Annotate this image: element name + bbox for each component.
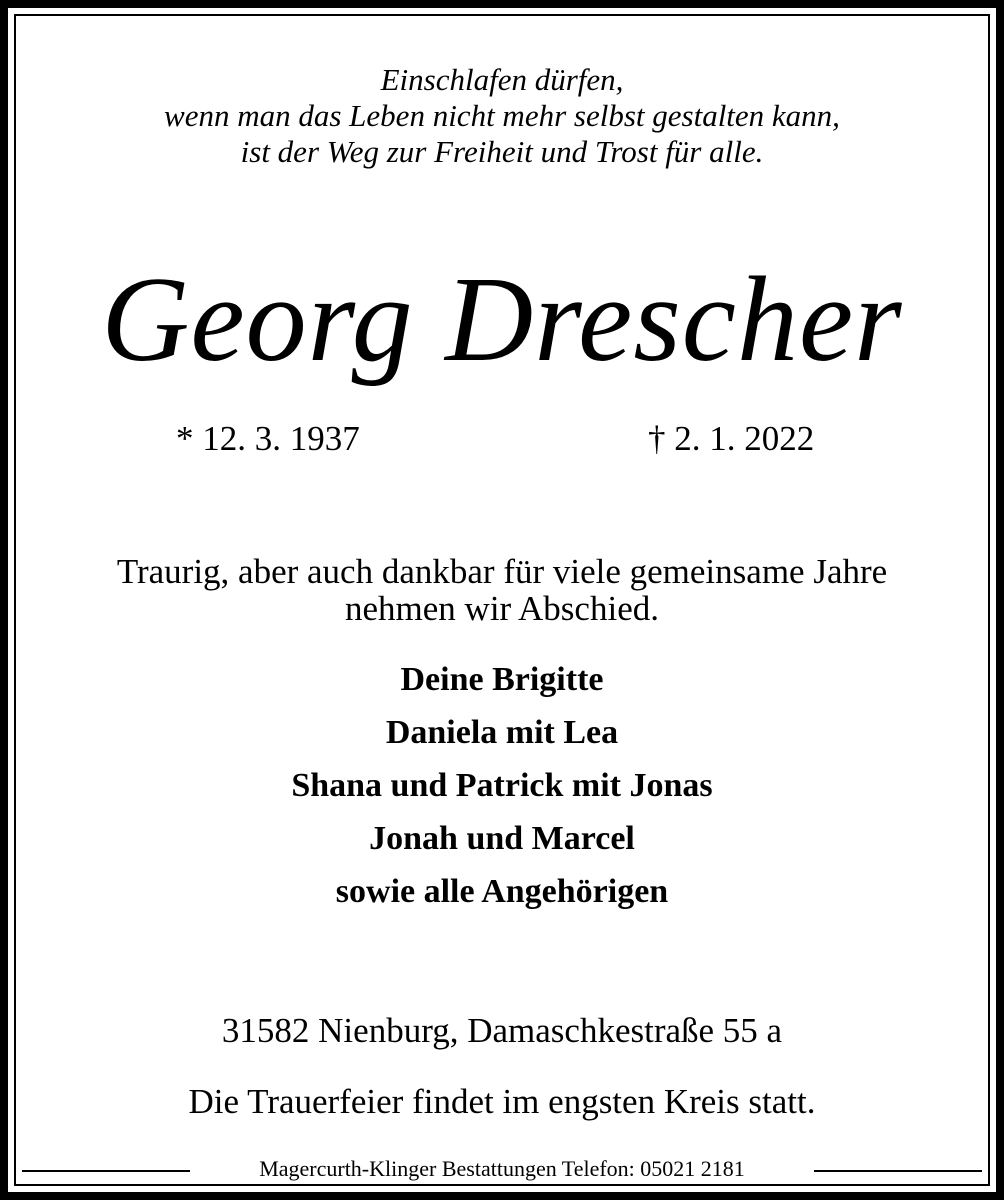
ceremony-note: Die Trauerfeier findet im engsten Kreis statt. [188, 1082, 816, 1121]
family-member: Daniela mit Lea [385, 714, 619, 751]
verse-line-3: ist der Weg zur Freiheit und Trost für alle. [240, 134, 764, 169]
family-member: sowie alle Angehörigen [335, 873, 669, 910]
family-member: Jonah und Marcel [369, 820, 635, 857]
deceased-name: Georg Drescher [101, 252, 903, 387]
verse-line-2: wenn man das Leben nicht mehr selbst gestalten kann, [164, 98, 840, 133]
message-line-1: Traurig, aber auch dankbar für viele gemeinsame Jahre [116, 552, 888, 591]
funeral-home-footer [0, 1154, 1004, 1184]
family-member: Shana und Patrick mit Jonas [291, 767, 713, 804]
birth-date: * 12. 3. 1937 [176, 419, 360, 458]
verse-line-1: Einschlafen dürfen, [380, 62, 624, 97]
family-member: Deine Brigitte [400, 661, 604, 698]
address: 31582 Nienburg, Damaschkestraße 55 a [221, 1011, 783, 1050]
footer-text: Magercurth-Klinger Bestattungen Telefon: 05021 2181 [251, 1156, 753, 1181]
message-line-2: nehmen wir Abschied. [345, 589, 659, 628]
death-date: † 2. 1. 2022 [648, 419, 815, 458]
